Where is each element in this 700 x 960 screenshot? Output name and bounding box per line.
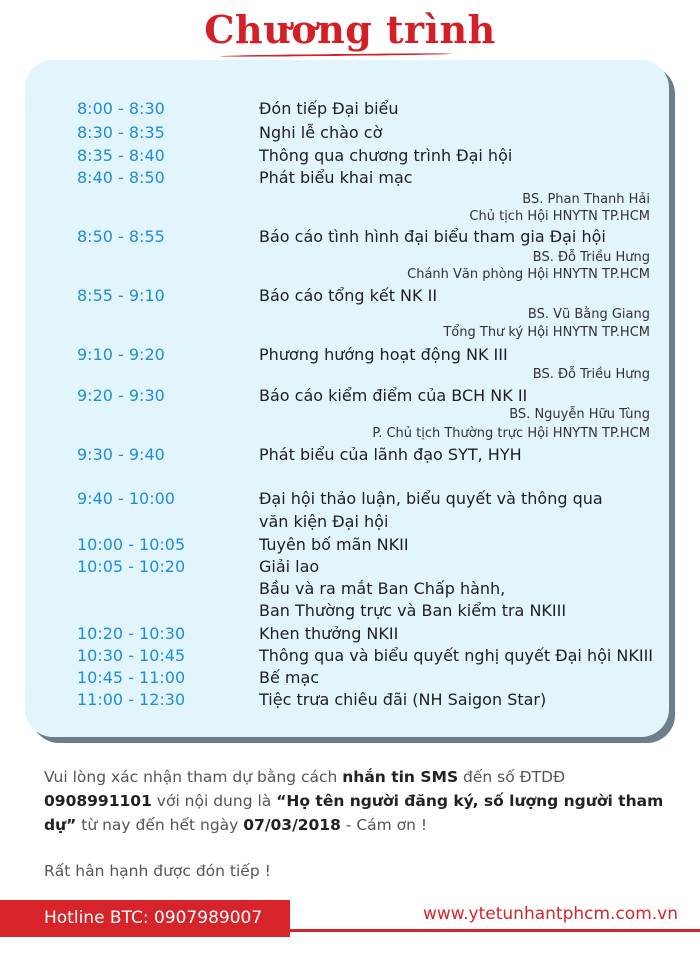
schedule-row — [25, 226, 669, 248]
greeting: Rất hân hạnh được đón tiếp ! — [44, 862, 271, 880]
speaker-name: BS. Đỗ Triều Hưng — [532, 250, 650, 265]
schedule-row — [25, 689, 669, 711]
rsvp-phone-number: 0908991101 — [44, 792, 152, 810]
schedule-row-continued — [25, 578, 669, 600]
schedule-time: 8:55 - 9:10 — [77, 286, 165, 305]
schedule-row — [25, 385, 669, 407]
schedule-row — [25, 488, 669, 510]
schedule-row — [25, 667, 669, 689]
schedule-activity: Báo cáo kiểm điểm của BCH NK II — [259, 386, 528, 405]
schedule-time: 9:30 - 9:40 — [77, 445, 165, 464]
schedule-activity: Thông qua và biểu quyết nghị quyết Đại hội NKIII — [259, 646, 654, 665]
schedule-time: 11:00 - 12:30 — [77, 690, 186, 709]
schedule-activity: Khen thưởng NKII — [259, 624, 399, 643]
speaker-role: Tổng Thư ký Hội HNYTN TP.HCM — [443, 325, 650, 340]
schedule-activity: Phương hướng hoạt động NK III — [259, 345, 508, 364]
hotline-bar — [0, 900, 290, 937]
schedule-row — [25, 122, 669, 144]
schedule-row — [25, 444, 669, 466]
schedule-activity: Giải lao — [259, 557, 320, 576]
rsvp-text: với nội dung là — [151, 792, 277, 810]
schedule-time: 10:05 - 10:20 — [77, 557, 186, 576]
schedule-activity: Bầu và ra mắt Ban Chấp hành, — [259, 579, 506, 598]
schedule-row — [25, 98, 669, 120]
schedule-time: 8:50 - 8:55 — [77, 227, 165, 246]
schedule-time: 9:20 - 9:30 — [77, 386, 165, 405]
speaker-role: P. Chủ tịch Thường trực Hội HNYTN TP.HCM — [372, 426, 650, 441]
speaker-role: Chánh Văn phòng Hội HNYTN TP.HCM — [407, 267, 650, 282]
speaker-name: BS. Phan Thanh Hải — [522, 192, 650, 207]
schedule-panel — [25, 60, 669, 737]
schedule-activity: văn kiện Đại hội — [259, 512, 389, 531]
schedule-activity: Tuyên bố mãn NKII — [259, 535, 409, 554]
rsvp-text: đến số ĐTDĐ — [458, 768, 566, 786]
schedule-time: 10:20 - 10:30 — [77, 624, 186, 643]
speaker-name: BS. Vũ Bằng Giang — [527, 307, 650, 322]
schedule-time: 10:30 - 10:45 — [77, 646, 186, 665]
title-underline — [220, 53, 452, 57]
schedule-activity: Báo cáo tổng kết NK II — [259, 286, 438, 305]
speaker-name: BS. Nguyễn Hữu Tùng — [509, 407, 650, 422]
schedule-activity: Báo cáo tình hình đại biểu tham gia Đại hội — [259, 227, 606, 246]
website-link[interactable]: www.ytetunhantphcm.com.vn — [422, 904, 678, 924]
schedule-activity: Bế mạc — [259, 668, 320, 687]
schedule-time: 9:10 - 9:20 — [77, 345, 165, 364]
schedule-row — [25, 623, 669, 645]
schedule-time: 10:00 - 10:05 — [77, 535, 186, 554]
schedule-activity: Thông qua chương trình Đại hội — [259, 146, 513, 165]
schedule-time: 9:40 - 10:00 — [77, 489, 175, 508]
rsvp-text: từ nay đến hết ngày — [76, 816, 244, 834]
page-title: Chương trình — [204, 7, 496, 52]
schedule-activity: Tiệc trưa chiêu đãi (NH Saigon Star) — [259, 690, 547, 709]
schedule-row — [25, 645, 669, 667]
schedule-row — [25, 145, 669, 167]
schedule-row — [25, 344, 669, 366]
schedule-activity: Phát biểu của lãnh đạo SYT, HYH — [259, 445, 522, 464]
schedule-activity: Ban Thường trực và Ban kiểm tra NKIII — [259, 601, 567, 620]
schedule-time: 8:30 - 8:35 — [77, 123, 165, 142]
schedule-activity: Nghi lễ chào cờ — [259, 123, 383, 142]
speaker-role: Chủ tịch Hội HNYTN TP.HCM — [469, 209, 650, 224]
schedule-time: 8:00 - 8:30 — [77, 99, 165, 118]
rsvp-text: - Cám ơn ! — [340, 816, 428, 834]
footer-divider — [290, 929, 700, 932]
schedule-row-continued — [25, 600, 669, 622]
rsvp-message-format: “Họ tên người đăng ký, số lượng người tham dự” — [44, 792, 664, 834]
rsvp-deadline: 07/03/2018 — [243, 816, 341, 834]
schedule-activity: Phát biểu khai mạc — [259, 168, 413, 187]
schedule-activity: Đại hội thảo luận, biểu quyết và thông qua — [259, 489, 603, 508]
schedule-time: 8:35 - 8:40 — [77, 146, 165, 165]
hotline-text: Hotline BTC: 0907989007 — [44, 908, 263, 928]
speaker-name: BS. Đỗ Triều Hưng — [532, 367, 650, 382]
rsvp-text: Vui lòng xác nhận tham dự bằng cách — [44, 768, 343, 786]
schedule-row — [25, 167, 669, 189]
rsvp-sms-label: nhắn tin SMS — [342, 768, 459, 786]
schedule-time: 10:45 - 11:00 — [77, 668, 186, 687]
rsvp-note — [44, 765, 666, 837]
schedule-row — [25, 534, 669, 556]
schedule-time: 8:40 - 8:50 — [77, 168, 165, 187]
schedule-row-continued — [25, 511, 669, 533]
schedule-activity: Đón tiếp Đại biểu — [259, 99, 399, 118]
schedule-row — [25, 556, 669, 578]
schedule-row — [25, 285, 669, 307]
